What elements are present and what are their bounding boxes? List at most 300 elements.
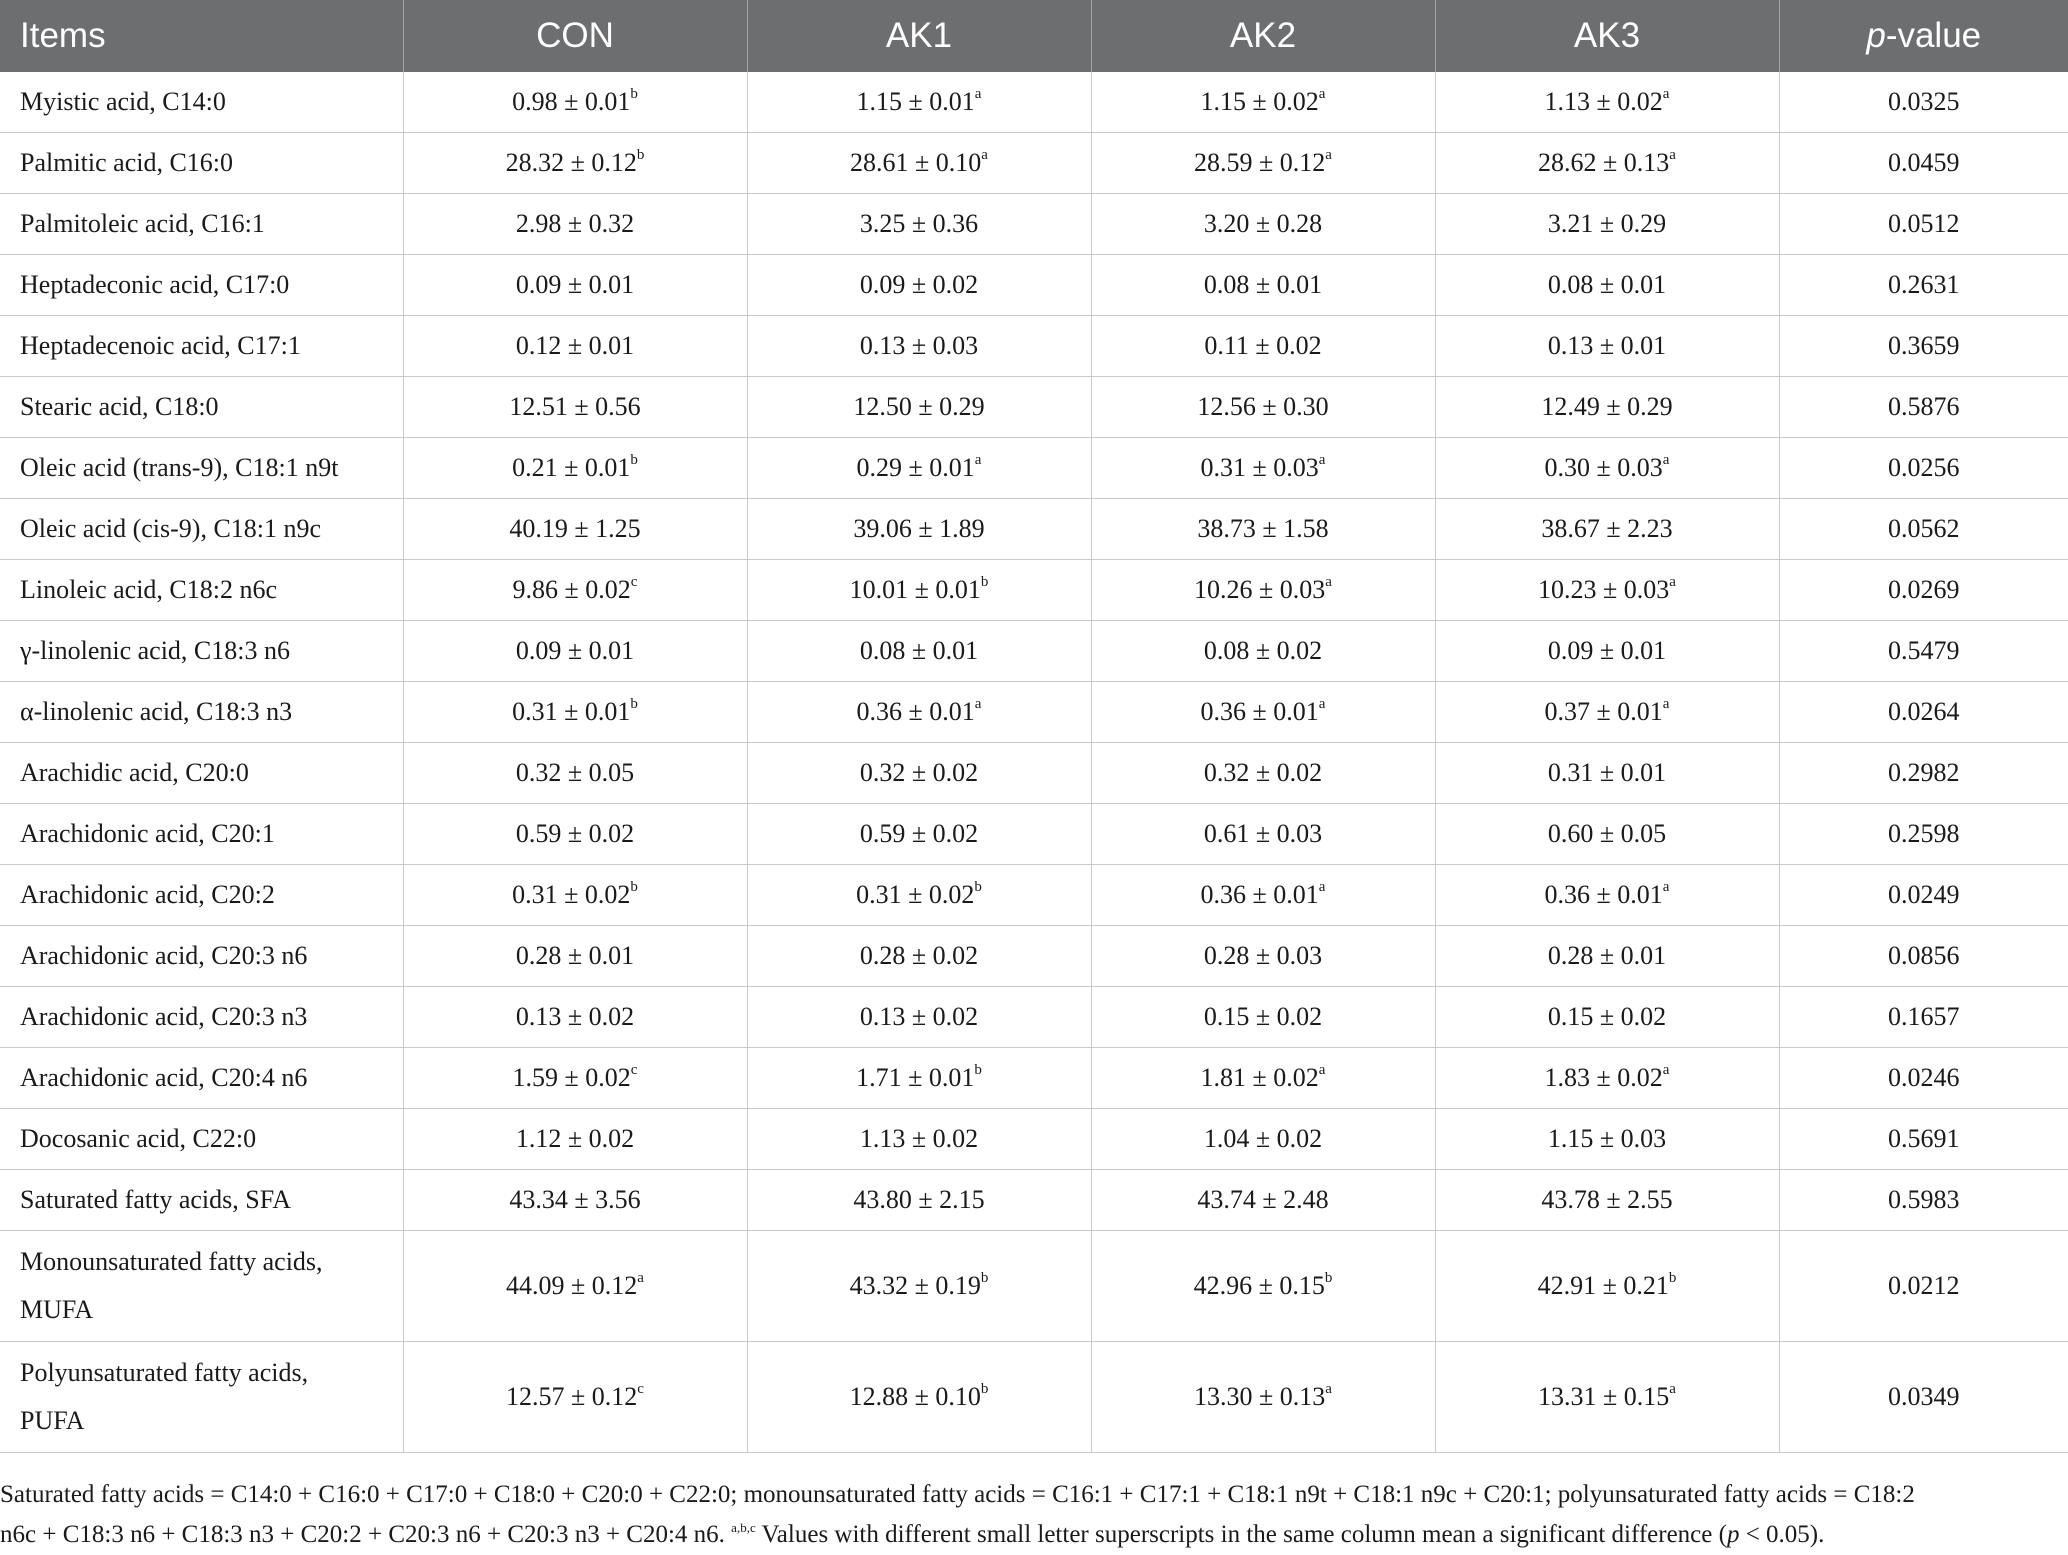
cell-value: 0.09 ± 0.01 [1547,636,1667,665]
cell-ak1 [747,499,1091,560]
header-ak2: AK2 [1091,0,1435,72]
cell-p-value: 0.2982 [1779,743,2068,804]
cell-value: 1.12 ± 0.02 [515,1124,635,1153]
table-row [0,194,2068,255]
cell-value: 0.15 ± 0.02 [1547,1002,1667,1031]
cell-value: 38.73 ± 1.58 [1197,514,1329,543]
cell-value: 43.78 ± 2.55 [1541,1185,1673,1214]
row-item-name [0,743,403,804]
table-row [0,621,2068,682]
cell-ak3 [1435,255,1779,316]
cell-value: 0.21 ± 0.01 [512,453,631,482]
item-name-text: α-linolenic acid, C18:3 n3 [20,697,293,726]
table-row [0,987,2068,1048]
item-name-text: Arachidonic acid, C20:1 [20,819,275,848]
cell-value: 42.91 ± 0.21 [1537,1271,1669,1300]
cell-ak3 [1435,438,1779,499]
cell-ak2 [1091,316,1435,377]
significance-superscript: a [1669,574,1676,590]
significance-superscript: a [1318,696,1326,712]
significance-superscript: a [974,696,982,712]
cell-p-value: 0.5876 [1779,377,2068,438]
cell-con [403,621,747,682]
significance-superscript: b [630,452,638,468]
row-item-name [0,72,403,133]
cell-value: 0.32 ± 0.05 [515,758,635,787]
cell-p-value: 0.1657 [1779,987,2068,1048]
cell-value: 0.13 ± 0.02 [859,1002,979,1031]
cell-value: 0.60 ± 0.05 [1547,819,1667,848]
item-name-text: Linoleic acid, C18:2 n6c [20,575,278,604]
cell-value: 43.34 ± 3.56 [509,1185,641,1214]
item-name-text: Saturated fatty acids, SFA [20,1185,292,1214]
row-item-name [0,438,403,499]
cell-ak1 [747,621,1091,682]
table-row [0,1048,2068,1109]
cell-con [403,377,747,438]
cell-ak1 [747,682,1091,743]
cell-value: 0.31 ± 0.02 [512,880,631,909]
table-row [0,926,2068,987]
cell-value: 39.06 ± 1.89 [853,514,985,543]
cell-ak1 [747,865,1091,926]
cell-ak2 [1091,377,1435,438]
cell-ak1 [747,377,1091,438]
cell-value: 42.96 ± 0.15 [1193,1271,1325,1300]
cell-value: 0.08 ± 0.02 [1203,636,1323,665]
cell-value: 10.26 ± 0.03 [1194,575,1326,604]
header-p-letter: p [1866,16,1886,55]
cell-ak2 [1091,1231,1435,1342]
header-p-value [1779,0,2068,72]
item-name-text: Arachidonic acid, C20:2 [20,880,275,909]
item-name-text: Palmitic acid, C16:0 [20,148,234,177]
row-item-name [0,1048,403,1109]
cell-ak3 [1435,133,1779,194]
item-name-text: Myistic acid, C14:0 [20,87,226,116]
cell-con [403,1109,747,1170]
cell-value: 1.15 ± 0.01 [856,87,975,116]
cell-ak2 [1091,682,1435,743]
cell-p-value: 0.0246 [1779,1048,2068,1109]
table-row [0,499,2068,560]
significance-superscript: c [637,1381,644,1397]
item-name-text: Oleic acid (cis-9), C18:1 n9c [20,514,322,543]
cell-value: 0.13 ± 0.03 [859,331,979,360]
cell-value: 28.61 ± 0.10 [850,148,982,177]
significance-superscript: a [1318,879,1326,895]
cell-ak3 [1435,804,1779,865]
cell-ak3 [1435,682,1779,743]
cell-value: 0.31 ± 0.02 [856,880,975,909]
cell-p-value: 0.0212 [1779,1231,2068,1342]
significance-superscript: b [980,1270,989,1286]
cell-value: 13.31 ± 0.15 [1538,1382,1670,1411]
cell-value: 0.08 ± 0.01 [1203,270,1323,299]
significance-superscript: a [974,452,982,468]
header-items: Items [0,0,403,72]
cell-con [403,194,747,255]
cell-con [403,499,747,560]
item-name-text: Heptadecenoic acid, C17:1 [20,331,301,360]
item-name-text: Polyunsaturated fatty acids, [20,1358,309,1387]
cell-value: 28.32 ± 0.12 [505,148,637,177]
cell-ak2 [1091,255,1435,316]
cell-value: 9.86 ± 0.02 [512,575,631,604]
cell-ak1 [747,1109,1091,1170]
item-name-text: Arachidonic acid, C20:4 n6 [20,1063,308,1092]
cell-ak3 [1435,560,1779,621]
table-row [0,743,2068,804]
cell-ak1 [747,1231,1091,1342]
cell-con [403,1048,747,1109]
cell-value: 0.28 ± 0.01 [1547,941,1667,970]
significance-superscript: a [1325,147,1332,163]
cell-value: 0.28 ± 0.01 [515,941,635,970]
cell-value: 2.98 ± 0.32 [515,209,635,238]
cell-value: 12.49 ± 0.29 [1541,392,1673,421]
header-value-suffix: -value [1885,16,1982,55]
cell-ak2 [1091,1109,1435,1170]
cell-ak3 [1435,499,1779,560]
significance-superscript: a [1669,1381,1676,1397]
table-row [0,804,2068,865]
row-item-name [0,926,403,987]
cell-value: 0.08 ± 0.01 [859,636,979,665]
row-item-name [0,1231,403,1342]
significance-superscript: b [980,574,989,590]
item-name-abbrev: MUFA [20,1295,94,1324]
cell-p-value: 0.5983 [1779,1170,2068,1231]
cell-p-value: 0.2631 [1779,255,2068,316]
significance-superscript: c [630,1062,638,1078]
cell-ak2 [1091,1342,1435,1453]
cell-ak3 [1435,621,1779,682]
significance-superscript: a [1662,86,1670,102]
cell-con [403,804,747,865]
cell-value: 0.13 ± 0.01 [1547,331,1667,360]
header-ak1: AK1 [747,0,1091,72]
cell-value: 12.88 ± 0.10 [849,1382,981,1411]
footnote-line1: Saturated fatty acids = C14:0 + C16:0 + C17:0 + C18:0 + C20:0 + C22:0; monounsaturated fatty acids = C16:1 + C17:1 + C18:1 n9t + C18:1 n9c + C20:1; polyunsaturated fatty acids = C18:2 [0,1481,1915,1508]
row-item-name [0,1342,403,1453]
cell-p-value: 0.0264 [1779,682,2068,743]
cell-con [403,1170,747,1231]
cell-con [403,438,747,499]
cell-p-value: 0.0256 [1779,438,2068,499]
row-item-name [0,316,403,377]
cell-ak1 [747,1170,1091,1231]
significance-superscript: a [1662,1062,1670,1078]
cell-value: 0.31 ± 0.01 [1547,758,1667,787]
cell-value: 0.15 ± 0.02 [1203,1002,1323,1031]
cell-ak2 [1091,987,1435,1048]
cell-p-value: 0.0325 [1779,72,2068,133]
cell-ak3 [1435,743,1779,804]
table-row [0,1231,2068,1342]
cell-con [403,682,747,743]
footnote-line2-end: < 0.05). [1739,1521,1825,1548]
cell-ak1 [747,438,1091,499]
cell-p-value: 0.2598 [1779,804,2068,865]
table-row [0,1109,2068,1170]
cell-p-value: 0.0459 [1779,133,2068,194]
cell-ak2 [1091,194,1435,255]
table-row [0,865,2068,926]
cell-value: 0.61 ± 0.03 [1203,819,1323,848]
cell-ak3 [1435,72,1779,133]
cell-ak2 [1091,133,1435,194]
item-name-text: Arachidonic acid, C20:3 n6 [20,941,308,970]
cell-value: 43.32 ± 0.19 [849,1271,981,1300]
cell-p-value: 0.5479 [1779,621,2068,682]
cell-value: 40.19 ± 1.25 [509,514,641,543]
cell-value: 0.08 ± 0.01 [1547,270,1667,299]
cell-value: 0.32 ± 0.02 [859,758,979,787]
row-item-name [0,560,403,621]
header-row [0,0,2068,72]
cell-ak1 [747,133,1091,194]
row-item-name [0,194,403,255]
cell-ak2 [1091,1170,1435,1231]
cell-p-value: 0.5691 [1779,1109,2068,1170]
cell-value: 43.80 ± 2.15 [853,1185,985,1214]
cell-value: 1.59 ± 0.02 [512,1063,631,1092]
significance-superscript: b [980,1381,989,1397]
cell-ak3 [1435,987,1779,1048]
row-item-name [0,621,403,682]
cell-ak1 [747,1048,1091,1109]
row-item-name [0,1109,403,1170]
item-name-text: Heptadeconic acid, C17:0 [20,270,290,299]
cell-value: 0.28 ± 0.02 [859,941,979,970]
row-item-name [0,499,403,560]
cell-p-value: 0.0349 [1779,1342,2068,1453]
cell-con [403,987,747,1048]
cell-ak1 [747,316,1091,377]
cell-value: 28.59 ± 0.12 [1194,148,1326,177]
table-row [0,133,2068,194]
cell-value: 0.28 ± 0.03 [1203,941,1323,970]
table-row [0,438,2068,499]
item-name-text: Arachidic acid, C20:0 [20,758,249,787]
significance-superscript: a [981,147,988,163]
cell-value: 1.71 ± 0.01 [856,1063,975,1092]
significance-superscript: b [630,86,638,102]
cell-value: 0.59 ± 0.02 [859,819,979,848]
table-row [0,1342,2068,1453]
item-name-text: Monounsaturated fatty acids, [20,1247,323,1276]
footnote-line2-start: n6c + C18:3 n6 + C18:3 n3 + C20:2 + C20:3 n6 + C20:3 n3 + C20:4 n6. [0,1521,732,1548]
cell-ak2 [1091,621,1435,682]
row-item-name [0,865,403,926]
significance-superscript: a [1318,86,1326,102]
significance-superscript: a [1318,452,1326,468]
cell-ak3 [1435,926,1779,987]
cell-value: 0.09 ± 0.02 [859,270,979,299]
table-row [0,560,2068,621]
cell-value: 1.15 ± 0.03 [1547,1124,1667,1153]
header-con: CON [403,0,747,72]
significance-superscript: a [637,1270,644,1286]
cell-value: 10.01 ± 0.01 [849,575,981,604]
cell-value: 0.09 ± 0.01 [515,636,635,665]
cell-value: 0.37 ± 0.01 [1544,697,1663,726]
cell-p-value: 0.3659 [1779,316,2068,377]
cell-ak2 [1091,865,1435,926]
cell-value: 0.98 ± 0.01 [512,87,631,116]
cell-p-value: 0.0269 [1779,560,2068,621]
row-item-name [0,682,403,743]
cell-value: 1.13 ± 0.02 [1544,87,1663,116]
table-row [0,682,2068,743]
cell-ak3 [1435,1048,1779,1109]
cell-con [403,560,747,621]
cell-ak2 [1091,438,1435,499]
cell-ak2 [1091,743,1435,804]
cell-value: 0.13 ± 0.02 [515,1002,635,1031]
significance-superscript: a [1662,452,1670,468]
cell-value: 10.23 ± 0.03 [1538,575,1670,604]
cell-ak2 [1091,926,1435,987]
cell-value: 0.32 ± 0.02 [1203,758,1323,787]
table-row [0,255,2068,316]
significance-superscript: a [1662,879,1670,895]
table-footnote [0,1475,2060,1555]
cell-value: 12.50 ± 0.29 [853,392,985,421]
table-header [0,0,2068,72]
cell-ak1 [747,743,1091,804]
item-name-text: Arachidonic acid, C20:3 n3 [20,1002,308,1031]
cell-ak3 [1435,1231,1779,1342]
item-name-text: Palmitoleic acid, C16:1 [20,209,265,238]
significance-superscript: b [974,879,982,895]
cell-p-value: 0.0512 [1779,194,2068,255]
cell-value: 13.30 ± 0.13 [1194,1382,1326,1411]
cell-con [403,743,747,804]
cell-con [403,1342,747,1453]
cell-value: 0.31 ± 0.01 [512,697,631,726]
cell-p-value: 0.0562 [1779,499,2068,560]
cell-value: 12.57 ± 0.12 [506,1382,638,1411]
cell-value: 0.12 ± 0.01 [515,331,635,360]
significance-superscript: b [636,147,645,163]
cell-value: 1.04 ± 0.02 [1203,1124,1323,1153]
cell-ak2 [1091,1048,1435,1109]
cell-ak2 [1091,804,1435,865]
cell-value: 43.74 ± 2.48 [1197,1185,1329,1214]
table-row [0,72,2068,133]
cell-ak1 [747,804,1091,865]
item-name-text: Docosanic acid, C22:0 [20,1124,257,1153]
cell-ak1 [747,987,1091,1048]
significance-superscript: b [1324,1270,1333,1286]
cell-ak2 [1091,499,1435,560]
significance-superscript: a [1669,147,1676,163]
cell-value: 0.29 ± 0.01 [856,453,975,482]
cell-con [403,255,747,316]
row-item-name [0,377,403,438]
cell-value: 3.25 ± 0.36 [859,209,979,238]
cell-value: 0.31 ± 0.03 [1200,453,1319,482]
cell-con [403,865,747,926]
cell-ak3 [1435,316,1779,377]
cell-value: 0.59 ± 0.02 [515,819,635,848]
cell-value: 38.67 ± 2.23 [1541,514,1673,543]
header-ak3: AK3 [1435,0,1779,72]
cell-con [403,926,747,987]
table-body [0,72,2068,1453]
cell-value: 1.81 ± 0.02 [1200,1063,1319,1092]
cell-con [403,1231,747,1342]
cell-p-value: 0.0856 [1779,926,2068,987]
row-item-name [0,804,403,865]
cell-value: 0.36 ± 0.01 [856,697,975,726]
item-name-abbrev: PUFA [20,1406,85,1435]
significance-superscript: b [630,696,638,712]
cell-value: 44.09 ± 0.12 [506,1271,638,1300]
table-row [0,1170,2068,1231]
footnote-p-letter: p [1726,1521,1740,1548]
cell-value: 0.36 ± 0.01 [1200,697,1319,726]
cell-con [403,133,747,194]
cell-ak3 [1435,1342,1779,1453]
cell-value: 0.30 ± 0.03 [1544,453,1663,482]
item-name-text: Stearic acid, C18:0 [20,392,219,421]
significance-superscript: b [1668,1270,1677,1286]
item-name-text: γ-linolenic acid, C18:3 n6 [20,636,290,665]
significance-superscript: c [630,574,638,590]
cell-ak1 [747,194,1091,255]
cell-con [403,316,747,377]
significance-superscript: a [974,86,982,102]
table-row [0,316,2068,377]
cell-ak2 [1091,560,1435,621]
significance-superscript: b [974,1062,982,1078]
cell-con [403,72,747,133]
cell-ak3 [1435,377,1779,438]
cell-ak1 [747,72,1091,133]
cell-ak2 [1091,72,1435,133]
cell-ak3 [1435,1170,1779,1231]
row-item-name [0,133,403,194]
footnote-superscript: a,b,c [731,1520,756,1535]
cell-value: 1.13 ± 0.02 [859,1124,979,1153]
significance-superscript: a [1325,574,1332,590]
cell-ak1 [747,560,1091,621]
significance-superscript: b [630,879,638,895]
cell-ak1 [747,1342,1091,1453]
significance-superscript: a [1318,1062,1326,1078]
significance-superscript: a [1325,1381,1332,1397]
cell-value: 0.09 ± 0.01 [515,270,635,299]
cell-value: 0.36 ± 0.01 [1544,880,1663,909]
row-item-name [0,1170,403,1231]
footnote-line2-mid: Values with different small letter superscripts in the same column mean a significant difference ( [755,1521,1727,1548]
cell-value: 12.51 ± 0.56 [509,392,641,421]
cell-ak1 [747,255,1091,316]
cell-value: 12.56 ± 0.30 [1197,392,1329,421]
significance-superscript: a [1662,696,1670,712]
cell-value: 1.15 ± 0.02 [1200,87,1319,116]
row-item-name [0,987,403,1048]
cell-value: 0.36 ± 0.01 [1200,880,1319,909]
cell-ak3 [1435,865,1779,926]
cell-ak3 [1435,194,1779,255]
cell-ak3 [1435,1109,1779,1170]
cell-p-value: 0.0249 [1779,865,2068,926]
row-item-name [0,255,403,316]
